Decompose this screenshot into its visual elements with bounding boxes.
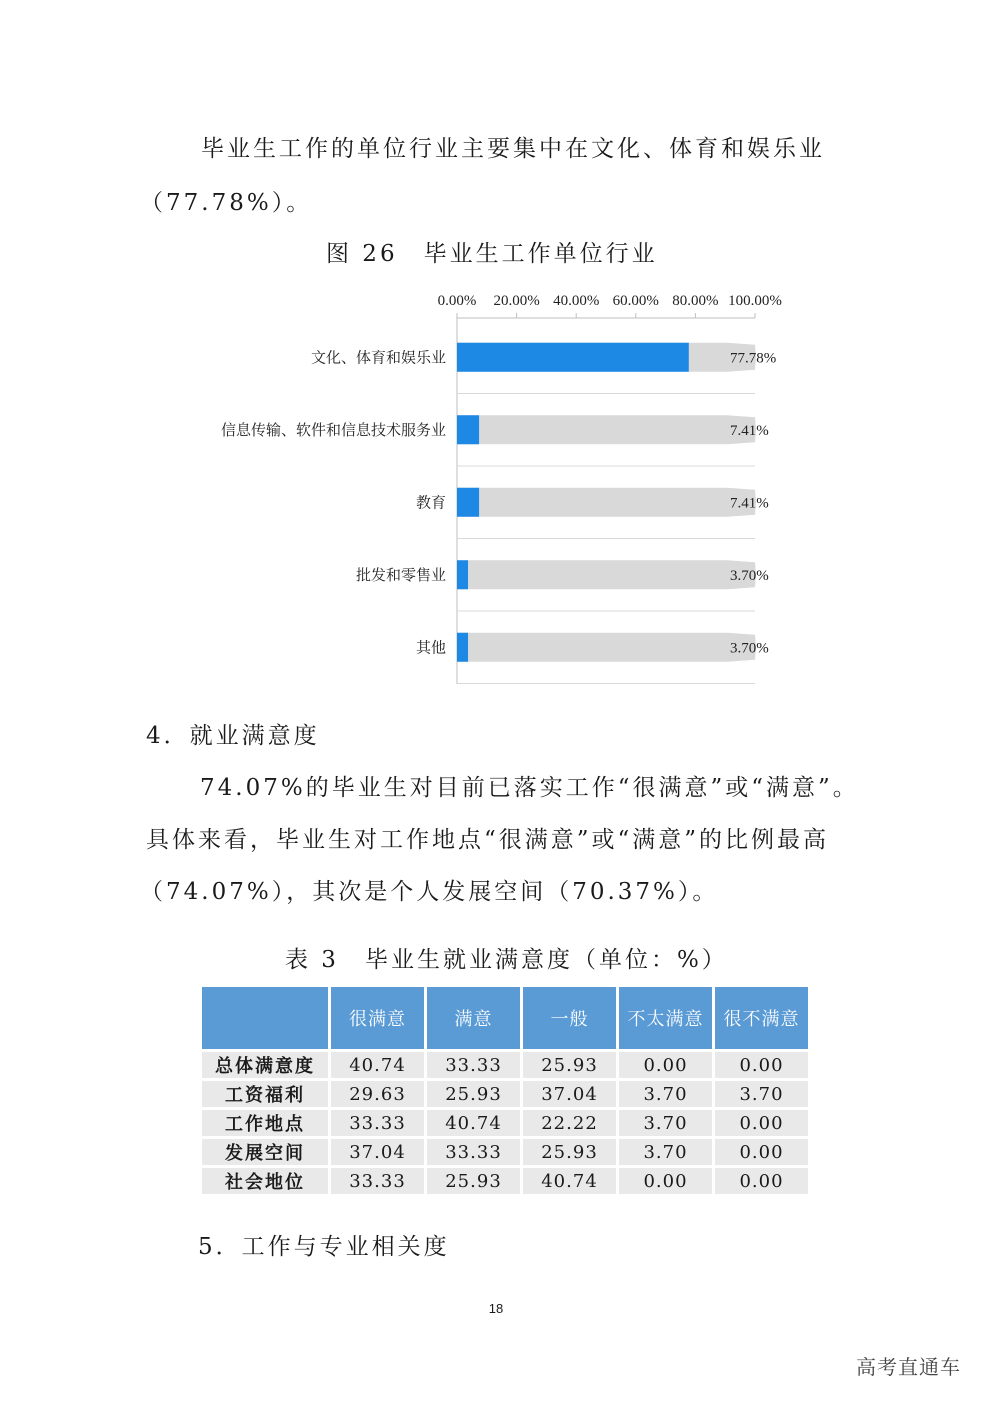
table-title: 表 3 毕业生就业满意度（单位：%） (285, 947, 728, 973)
table-row (202, 1081, 808, 1107)
value-bar (457, 488, 479, 517)
section-4-paragraph-2: 具体来看，毕业生对工作地点“很满意”或“满意”的比例最高 (146, 827, 830, 853)
table-cell: 40.74 (523, 1168, 616, 1194)
page-number: 18 (488, 1301, 504, 1316)
x-tick-label: 0.00% (437, 293, 477, 309)
table-cell: 22.22 (523, 1110, 616, 1136)
table-cell: 40.74 (331, 1052, 424, 1078)
category-label: 其他 (415, 638, 446, 657)
data-label: 7.41% (730, 495, 769, 512)
section-4-paragraph-3: （74.07%），其次是个人发展空间（70.37%）。 (140, 879, 719, 905)
background-bar (457, 415, 756, 444)
table-cell: 3.70 (619, 1081, 712, 1107)
value-bar (457, 560, 468, 589)
table-cell: 37.04 (331, 1139, 424, 1165)
row-label: 总体满意度 (202, 1052, 328, 1078)
category-label: 文化、体育和娱乐业 (310, 348, 446, 367)
table-row (202, 1168, 808, 1194)
header-cell (202, 987, 328, 1049)
table-cell: 33.33 (427, 1139, 520, 1165)
chart-bars (221, 343, 776, 662)
x-axis-ticks (438, 293, 782, 318)
table-cell: 0.00 (715, 1168, 808, 1194)
row-label: 发展空间 (202, 1139, 328, 1165)
x-tick-label: 100.00% (728, 293, 782, 309)
row-label: 社会地位 (202, 1168, 328, 1194)
background-bar (457, 560, 756, 589)
table-cell: 33.33 (331, 1168, 424, 1194)
table-cell: 33.33 (331, 1110, 424, 1136)
table-cell: 25.93 (427, 1081, 520, 1107)
category-label: 教育 (415, 493, 446, 512)
watermark: 高考直通车 (856, 1355, 961, 1379)
header-cell: 很满意 (331, 987, 424, 1049)
table-cell: 0.00 (715, 1110, 808, 1136)
table-cell: 0.00 (715, 1052, 808, 1078)
section-4-heading: 4．就业满意度 (146, 723, 320, 749)
table-cell: 3.70 (715, 1081, 808, 1107)
header-cell: 不太满意 (619, 987, 712, 1049)
table-cell: 0.00 (715, 1139, 808, 1165)
header-cell: 很不满意 (715, 987, 808, 1049)
table-cell: 0.00 (619, 1052, 712, 1078)
x-tick-label: 40.00% (553, 293, 600, 309)
table-cell: 3.70 (619, 1110, 712, 1136)
section-5-heading: 5．工作与专业相关度 (198, 1234, 450, 1260)
table-cell: 0.00 (619, 1168, 712, 1194)
background-bar (457, 633, 756, 662)
value-bar (457, 415, 479, 444)
background-bar (457, 488, 756, 517)
header-cell: 一般 (523, 987, 616, 1049)
table-row (202, 1110, 808, 1136)
table-row (202, 1139, 808, 1165)
data-label: 3.70% (730, 640, 769, 657)
intro-line-2: （77.78%）。 (140, 190, 313, 216)
table-cell: 25.93 (523, 1139, 616, 1165)
x-tick-label: 60.00% (612, 293, 659, 309)
data-label: 7.41% (730, 422, 769, 439)
table-cell: 25.93 (427, 1168, 520, 1194)
x-tick-label: 80.00% (672, 293, 719, 309)
x-tick-label: 20.00% (493, 293, 540, 309)
table-cell: 37.04 (523, 1081, 616, 1107)
data-label: 77.78% (730, 350, 777, 367)
table-cell: 3.70 (619, 1139, 712, 1165)
table-cell: 33.33 (427, 1052, 520, 1078)
data-label: 3.70% (730, 567, 769, 584)
satisfaction-table (199, 984, 811, 1197)
table-row (202, 1052, 808, 1078)
value-bar (457, 633, 468, 662)
figure-title: 图 26 毕业生工作单位行业 (326, 241, 658, 267)
row-label: 工资福利 (202, 1081, 328, 1107)
value-bar (457, 343, 689, 372)
row-label: 工作地点 (202, 1110, 328, 1136)
table-cell: 29.63 (331, 1081, 424, 1107)
section-4-paragraph-1: 74.07%的毕业生对目前已落实工作“很满意”或“满意”。 (200, 775, 859, 801)
intro-line-1: 毕业生工作的单位行业主要集中在文化、体育和娱乐业 (201, 136, 825, 162)
table-cell: 40.74 (427, 1110, 520, 1136)
header-cell: 满意 (427, 987, 520, 1049)
category-label: 信息传输、软件和信息技术服务业 (220, 420, 446, 439)
table-header-row (202, 987, 808, 1049)
table-cell: 25.93 (523, 1052, 616, 1078)
industry-bar-chart (0, 0, 992, 700)
category-label: 批发和零售业 (355, 565, 446, 584)
